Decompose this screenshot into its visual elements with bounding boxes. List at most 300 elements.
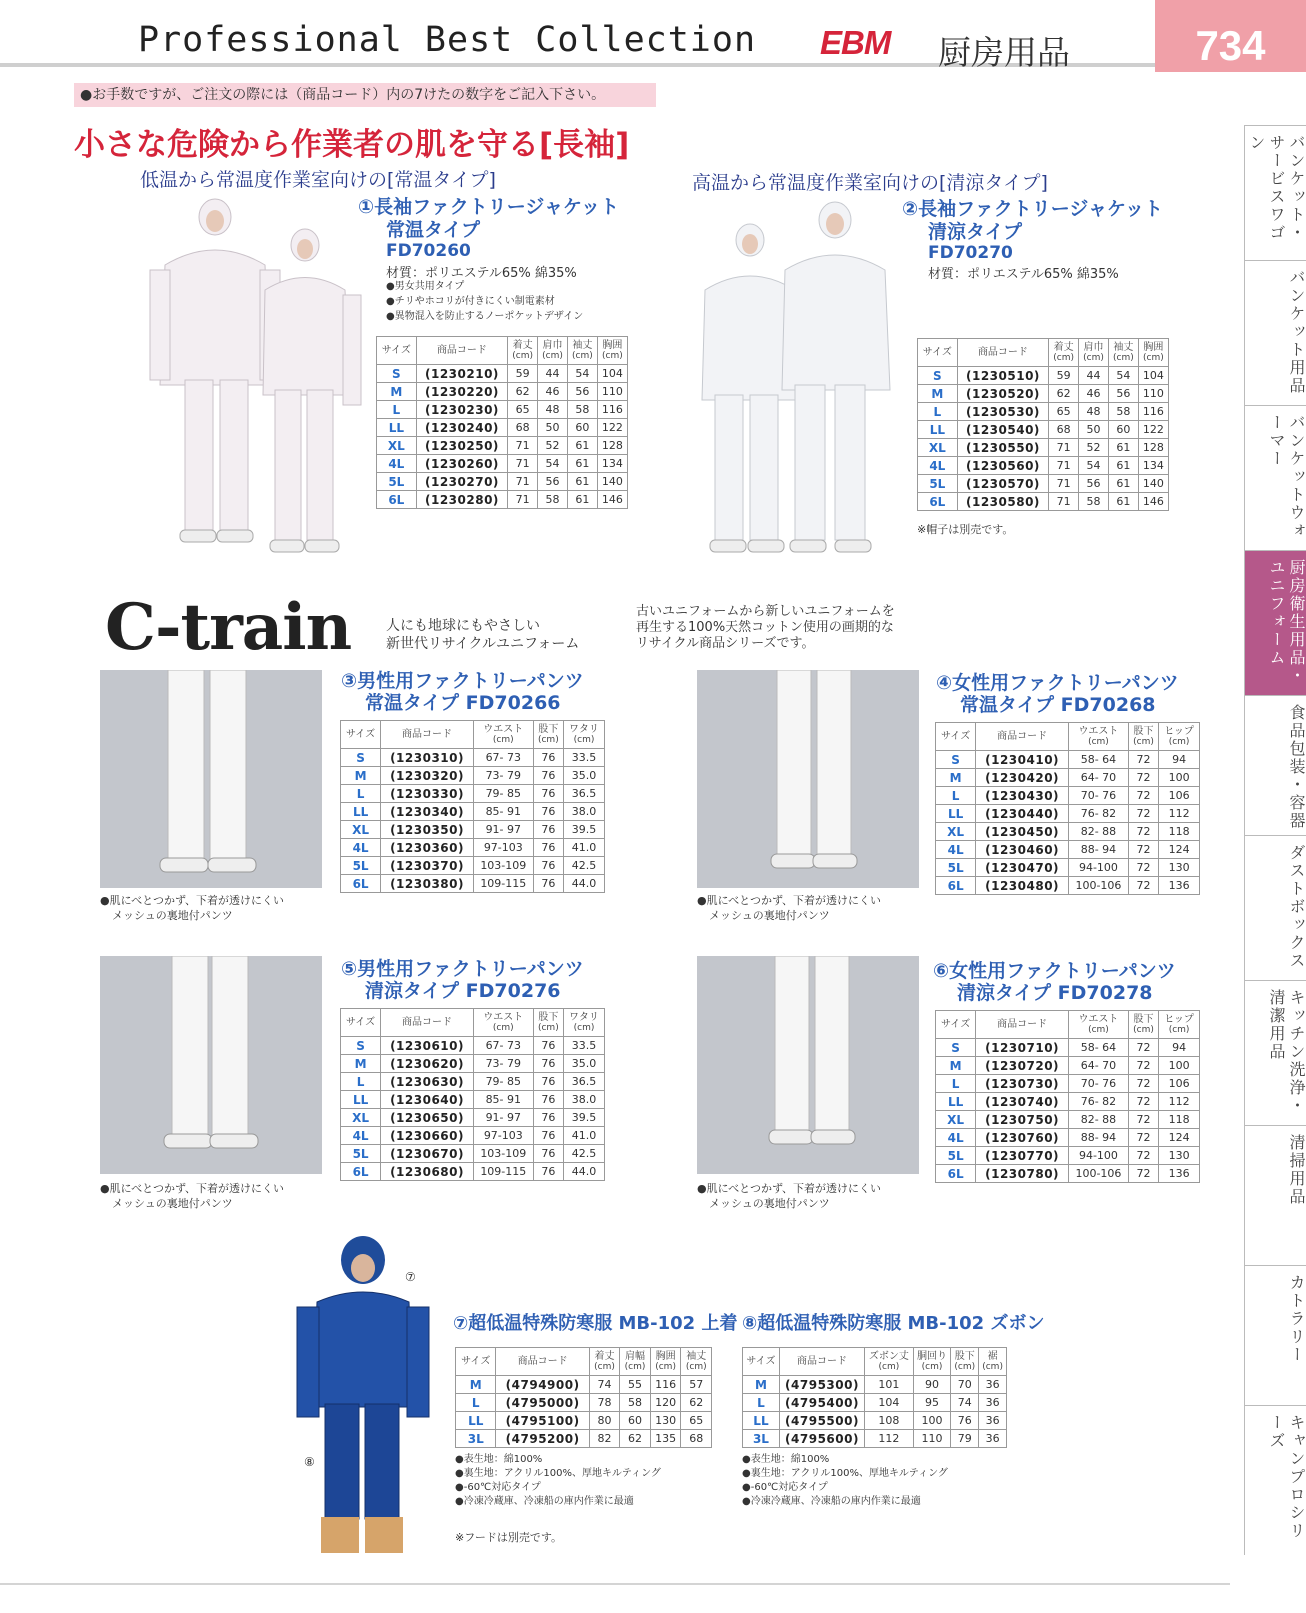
measure-cell: 61 <box>1108 457 1138 475</box>
measure-cell: 72 <box>1128 1111 1158 1129</box>
size-cell: 6L <box>936 877 976 895</box>
measure-cell: 116 <box>1138 403 1168 421</box>
code-cell: (1230640) <box>381 1091 474 1109</box>
measure-cell: 61 <box>1108 475 1138 493</box>
category-tab[interactable]: バンケット用品 <box>1244 260 1306 405</box>
p7-note: ※フードは別売です。 <box>455 1531 563 1544</box>
pants-note-5: ●肌にべとつかず、下着が透けにくい メッシュの裏地付パンツ <box>100 1182 285 1210</box>
measure-cell: 72 <box>1128 1129 1158 1147</box>
measure-cell: 67- 73 <box>473 749 533 767</box>
p2-material: 材質：ポリエステル65% 綿35% <box>928 267 1119 282</box>
size-cell: XL <box>377 437 417 455</box>
code-cell: (1230750) <box>976 1111 1069 1129</box>
code-cell: (1230710) <box>976 1039 1069 1057</box>
measure-cell: 36 <box>979 1412 1007 1430</box>
measure-cell: 110 <box>1138 385 1168 403</box>
table-header-cell: 着丈 (cm) <box>508 337 538 365</box>
measure-cell: 44 <box>1079 367 1109 385</box>
page-header-title: Professional Best Collection <box>138 20 757 60</box>
size-cell: LL <box>341 1091 381 1109</box>
measure-cell: 109-115 <box>473 1163 533 1181</box>
table-row <box>341 821 605 839</box>
table-row <box>341 803 605 821</box>
table-row <box>918 439 1169 457</box>
table-row <box>936 1165 1200 1183</box>
table-header-cell: サイズ <box>743 1348 780 1376</box>
fig-label-8: ⑧ <box>304 1455 315 1469</box>
measure-cell: 82- 88 <box>1068 823 1128 841</box>
table-row <box>743 1430 1007 1448</box>
table-header-cell: ワタリ (cm) <box>563 1009 604 1037</box>
measure-cell: 56 <box>538 473 568 491</box>
code-cell: (4795200) <box>496 1430 589 1448</box>
code-cell: (1230360) <box>381 839 474 857</box>
header-category: 厨房用品 <box>938 33 1070 72</box>
size-cell: 5L <box>936 1147 976 1165</box>
measure-cell: 72 <box>1128 841 1158 859</box>
measure-cell: 56 <box>567 383 597 401</box>
category-tab[interactable]: キャンプロシリーズ <box>1244 1405 1306 1555</box>
measure-cell: 90 <box>913 1376 951 1394</box>
measure-cell: 44.0 <box>563 1163 604 1181</box>
measure-cell: 76 <box>533 857 563 875</box>
table-row <box>341 1127 605 1145</box>
measure-cell: 76- 82 <box>1068 805 1128 823</box>
measure-cell: 61 <box>1108 493 1138 511</box>
size-cell: M <box>377 383 417 401</box>
table-header-cell: ズボン丈 (cm) <box>865 1348 914 1376</box>
size-cell: 5L <box>377 473 417 491</box>
size-cell: S <box>936 751 976 769</box>
measure-cell: 46 <box>538 383 568 401</box>
measure-cell: 100 <box>913 1412 951 1430</box>
measure-cell: 71 <box>1049 493 1079 511</box>
table-row <box>936 1093 1200 1111</box>
measure-cell: 58- 64 <box>1068 1039 1128 1057</box>
p4-title: ④女性用ファクトリーパンツ 常温タイプ FD70268 <box>936 672 1179 716</box>
table-row <box>918 367 1169 385</box>
table-header-cell: サイズ <box>918 339 958 367</box>
measure-cell: 72 <box>1128 1093 1158 1111</box>
size-cell: XL <box>918 439 958 457</box>
measure-cell: 74 <box>951 1394 979 1412</box>
measure-cell: 70- 76 <box>1068 1075 1128 1093</box>
measure-cell: 134 <box>597 455 627 473</box>
size-cell: LL <box>743 1412 780 1430</box>
table-row <box>743 1376 1007 1394</box>
table-header-cell: 胸囲 (cm) <box>1138 339 1168 367</box>
table-header-cell: 商品コード <box>416 337 508 365</box>
table-row <box>341 1163 605 1181</box>
category-tab[interactable]: バンケット・サービスワゴン <box>1244 125 1306 260</box>
measure-cell: 76 <box>533 839 563 857</box>
code-cell: (1230310) <box>381 749 474 767</box>
code-cell: (1230760) <box>976 1129 1069 1147</box>
measure-cell: 76- 82 <box>1068 1093 1128 1111</box>
size-cell: LL <box>456 1412 496 1430</box>
measure-cell: 108 <box>865 1412 914 1430</box>
measure-cell: 62 <box>1049 385 1079 403</box>
measure-cell: 140 <box>1138 475 1168 493</box>
measure-cell: 36 <box>979 1430 1007 1448</box>
category-tab[interactable]: カトラリー <box>1244 1265 1306 1405</box>
code-cell: (1230230) <box>416 401 508 419</box>
table-header-cell: 裾 (cm) <box>979 1348 1007 1376</box>
measure-cell: 72 <box>1128 751 1158 769</box>
measure-cell: 76 <box>533 1091 563 1109</box>
measure-cell: 94 <box>1159 1039 1200 1057</box>
measure-cell: 106 <box>1159 787 1200 805</box>
table-header-cell: 商品コード <box>779 1348 864 1376</box>
size-cell: L <box>377 401 417 419</box>
size-cell: L <box>456 1394 496 1412</box>
measure-cell: 71 <box>508 437 538 455</box>
code-cell: (1230550) <box>957 439 1049 457</box>
measure-cell: 72 <box>1128 823 1158 841</box>
code-cell: (1230460) <box>976 841 1069 859</box>
measure-cell: 58- 64 <box>1068 751 1128 769</box>
code-cell: (4794900) <box>496 1376 589 1394</box>
measure-cell: 112 <box>1159 805 1200 823</box>
measure-cell: 36.5 <box>563 785 604 803</box>
p7-bullets: ●表生地：綿100% ●裏生地：アクリル100%、厚地キルティング ●-60℃対応タイプ ●冷凍冷蔵庫、冷凍船の庫内作業に最適 <box>455 1454 661 1507</box>
measure-cell: 130 <box>650 1412 681 1430</box>
code-cell: (4795100) <box>496 1412 589 1430</box>
code-cell: (1230670) <box>381 1145 474 1163</box>
measure-cell: 106 <box>1159 1075 1200 1093</box>
table-header-row <box>743 1348 1007 1376</box>
code-cell: (1230430) <box>976 787 1069 805</box>
table-header-cell: 袖丈 (cm) <box>1108 339 1138 367</box>
size-cell: L <box>936 787 976 805</box>
category-tab[interactable]: キッチン洗浄・清潔用品 <box>1244 980 1306 1125</box>
table-header-cell: 袖丈 (cm) <box>567 337 597 365</box>
measure-cell: 76 <box>533 821 563 839</box>
measure-cell: 39.5 <box>563 821 604 839</box>
category-tab[interactable]: 厨房衛生用品・ユニフォーム <box>1244 550 1306 695</box>
table-header-cell: 着丈 (cm) <box>1049 339 1079 367</box>
table-row <box>456 1394 712 1412</box>
measure-cell: 58 <box>1108 403 1138 421</box>
code-cell: (1230680) <box>381 1163 474 1181</box>
measure-cell: 72 <box>1128 1147 1158 1165</box>
code-cell: (1230770) <box>976 1147 1069 1165</box>
size-cell: 4L <box>341 1127 381 1145</box>
table-header-cell: 商品コード <box>957 339 1049 367</box>
measure-cell: 100-106 <box>1068 1165 1128 1183</box>
table-row <box>936 769 1200 787</box>
p1-bullets: ●男女共用タイプ ●チリやホコリが付きにくい制電素材 ●異物混入を防止するノーポケットデザイン <box>386 281 584 322</box>
size-cell: S <box>341 749 381 767</box>
measure-cell: 103-109 <box>473 857 533 875</box>
table-header-cell: 袖丈 (cm) <box>681 1348 712 1376</box>
size-cell: 5L <box>341 1145 381 1163</box>
measure-cell: 72 <box>1128 769 1158 787</box>
table-row <box>936 823 1200 841</box>
code-cell: (1230580) <box>957 493 1049 511</box>
table-row <box>918 385 1169 403</box>
measure-cell: 134 <box>1138 457 1168 475</box>
table-row <box>377 491 628 509</box>
measure-cell: 100 <box>1159 769 1200 787</box>
table-header-cell: 股下 (cm) <box>533 721 563 749</box>
code-cell: (1230740) <box>976 1093 1069 1111</box>
code-cell: (1230510) <box>957 367 1049 385</box>
measure-cell: 38.0 <box>563 803 604 821</box>
measure-cell: 38.0 <box>563 1091 604 1109</box>
measure-cell: 128 <box>1138 439 1168 457</box>
table-row <box>936 1057 1200 1075</box>
measure-cell: 76 <box>533 1163 563 1181</box>
measure-cell: 54 <box>1108 367 1138 385</box>
measure-cell: 88- 94 <box>1068 1129 1128 1147</box>
size-cell: 4L <box>377 455 417 473</box>
p1-type: 常温タイプ <box>386 219 481 241</box>
size-cell: 3L <box>743 1430 780 1448</box>
measure-cell: 116 <box>597 401 627 419</box>
measure-cell: 79 <box>951 1430 979 1448</box>
p2-code: FD70270 <box>928 243 1013 263</box>
measure-cell: 94 <box>1159 751 1200 769</box>
measure-cell: 68 <box>681 1430 712 1448</box>
measure-cell: 35.0 <box>563 1055 604 1073</box>
table-row <box>377 365 628 383</box>
size-cell: 6L <box>341 875 381 893</box>
measure-cell: 72 <box>1128 1075 1158 1093</box>
code-cell: (4795600) <box>779 1430 864 1448</box>
p4-size-table <box>935 722 1200 895</box>
size-cell: M <box>341 767 381 785</box>
measure-cell: 42.5 <box>563 1145 604 1163</box>
table-header-row <box>936 723 1200 751</box>
code-cell: (1230650) <box>381 1109 474 1127</box>
p8-title: ⑧超低温特殊防寒服 MB-102 ズボン <box>742 1313 1045 1334</box>
jacket-photo-normal <box>145 195 367 570</box>
table-row <box>936 1147 1200 1165</box>
table-row <box>918 403 1169 421</box>
measure-cell: 44 <box>538 365 568 383</box>
p2-size-table <box>917 338 1169 511</box>
code-cell: (1230210) <box>416 365 508 383</box>
pants-photo-5 <box>100 956 322 1174</box>
table-row <box>341 767 605 785</box>
measure-cell: 67- 73 <box>473 1037 533 1055</box>
measure-cell: 104 <box>597 365 627 383</box>
measure-cell: 76 <box>533 1109 563 1127</box>
category-tab[interactable]: ダストボックス <box>1244 835 1306 980</box>
measure-cell: 76 <box>533 1127 563 1145</box>
table-row <box>341 839 605 857</box>
size-cell: L <box>341 785 381 803</box>
measure-cell: 104 <box>1138 367 1168 385</box>
table-row <box>936 859 1200 877</box>
category-tab[interactable]: バンケットウォーマー <box>1244 405 1306 550</box>
size-cell: S <box>341 1037 381 1055</box>
measure-cell: 61 <box>1108 439 1138 457</box>
p1-title: ①長袖ファクトリージャケット <box>358 196 620 218</box>
measure-cell: 36.5 <box>563 1073 604 1091</box>
table-row <box>341 1037 605 1055</box>
size-cell: 3L <box>456 1430 496 1448</box>
table-header-cell: 肩幅 (cm) <box>620 1348 650 1376</box>
pants-photo-6 <box>697 956 919 1174</box>
table-row <box>341 1055 605 1073</box>
size-cell: 5L <box>341 857 381 875</box>
size-cell: 4L <box>341 839 381 857</box>
measure-cell: 76 <box>533 785 563 803</box>
table-header-cell: サイズ <box>456 1348 496 1376</box>
measure-cell: 59 <box>1049 367 1079 385</box>
table-row <box>341 1091 605 1109</box>
table-header-cell: 商品コード <box>976 1011 1069 1039</box>
table-header-cell: 胸囲 (cm) <box>650 1348 681 1376</box>
footer-divider <box>0 1583 1230 1585</box>
measure-cell: 64- 70 <box>1068 1057 1128 1075</box>
jacket-figure-normal <box>145 195 367 570</box>
table-header-cell: サイズ <box>341 1009 381 1037</box>
measure-cell: 70 <box>951 1376 979 1394</box>
measure-cell: 72 <box>1128 877 1158 895</box>
table-row <box>936 751 1200 769</box>
p6-title: ⑥女性用ファクトリーパンツ 清涼タイプ FD70278 <box>933 960 1176 1004</box>
code-cell: (1230380) <box>381 875 474 893</box>
code-cell: (1230610) <box>381 1037 474 1055</box>
table-header-cell: ウエスト (cm) <box>1068 723 1128 751</box>
table-header-row <box>918 339 1169 367</box>
code-cell: (1230540) <box>957 421 1049 439</box>
measure-cell: 97-103 <box>473 1127 533 1145</box>
measure-cell: 79- 85 <box>473 785 533 803</box>
table-header-cell: 肩巾 (cm) <box>538 337 568 365</box>
measure-cell: 71 <box>508 491 538 509</box>
size-cell: LL <box>936 805 976 823</box>
measure-cell: 36 <box>979 1376 1007 1394</box>
size-cell: L <box>918 403 958 421</box>
measure-cell: 79- 85 <box>473 1073 533 1091</box>
table-row <box>377 455 628 473</box>
table-row <box>743 1412 1007 1430</box>
measure-cell: 71 <box>1049 475 1079 493</box>
p2-title: ②長袖ファクトリージャケット <box>902 198 1164 220</box>
table-row <box>377 383 628 401</box>
category-tab[interactable]: 食品包装・容器 <box>1244 695 1306 835</box>
size-cell: S <box>377 365 417 383</box>
brand-logo: EBM <box>820 24 891 61</box>
measure-cell: 109-115 <box>473 875 533 893</box>
size-cell: LL <box>341 803 381 821</box>
measure-cell: 136 <box>1159 877 1200 895</box>
measure-cell: 140 <box>597 473 627 491</box>
table-row <box>341 1109 605 1127</box>
measure-cell: 94-100 <box>1068 859 1128 877</box>
code-cell: (4795500) <box>779 1412 864 1430</box>
table-row <box>456 1412 712 1430</box>
table-header-cell: 着丈 (cm) <box>589 1348 619 1376</box>
measure-cell: 76 <box>533 1145 563 1163</box>
measure-cell: 72 <box>1128 805 1158 823</box>
size-cell: LL <box>377 419 417 437</box>
measure-cell: 116 <box>650 1376 681 1394</box>
size-cell: M <box>341 1055 381 1073</box>
size-cell: M <box>936 769 976 787</box>
measure-cell: 44.0 <box>563 875 604 893</box>
code-cell: (1230350) <box>381 821 474 839</box>
size-cell: M <box>936 1057 976 1075</box>
measure-cell: 124 <box>1159 841 1200 859</box>
measure-cell: 71 <box>1049 439 1079 457</box>
measure-cell: 48 <box>538 401 568 419</box>
p8-size-table <box>742 1347 1007 1448</box>
table-row <box>456 1376 712 1394</box>
table-row <box>918 421 1169 439</box>
measure-cell: 41.0 <box>563 1127 604 1145</box>
table-header-cell: 股下 (cm) <box>533 1009 563 1037</box>
size-cell: 5L <box>918 475 958 493</box>
size-cell: 4L <box>936 841 976 859</box>
measure-cell: 54 <box>1079 457 1109 475</box>
p1-code: FD70260 <box>386 241 471 261</box>
ctrain-tagline: 人にも地球にもやさしい 新世代リサイクルユニフォーム <box>386 618 580 652</box>
measure-cell: 76 <box>951 1412 979 1430</box>
pants-photo-3 <box>100 670 322 888</box>
code-cell: (1230470) <box>976 859 1069 877</box>
measure-cell: 36 <box>979 1394 1007 1412</box>
measure-cell: 118 <box>1159 1111 1200 1129</box>
measure-cell: 58 <box>1079 493 1109 511</box>
measure-cell: 68 <box>508 419 538 437</box>
measure-cell: 76 <box>533 1073 563 1091</box>
table-row <box>743 1394 1007 1412</box>
measure-cell: 91- 97 <box>473 821 533 839</box>
size-cell: XL <box>341 821 381 839</box>
code-cell: (1230370) <box>381 857 474 875</box>
code-cell: (1230560) <box>957 457 1049 475</box>
table-row <box>341 749 605 767</box>
size-cell: S <box>936 1039 976 1057</box>
measure-cell: 85- 91 <box>473 1091 533 1109</box>
measure-cell: 78 <box>589 1394 619 1412</box>
measure-cell: 62 <box>681 1394 712 1412</box>
table-header-cell: ウエスト (cm) <box>473 1009 533 1037</box>
measure-cell: 60 <box>620 1412 650 1430</box>
table-header-cell: 股下 (cm) <box>951 1348 979 1376</box>
table-header-row <box>936 1011 1200 1039</box>
measure-cell: 62 <box>508 383 538 401</box>
measure-cell: 76 <box>533 803 563 821</box>
measure-cell: 124 <box>1159 1129 1200 1147</box>
measure-cell: 110 <box>597 383 627 401</box>
measure-cell: 120 <box>650 1394 681 1412</box>
category-tab[interactable]: 清掃用品 <box>1244 1125 1306 1265</box>
size-cell: L <box>743 1394 780 1412</box>
size-cell: L <box>936 1075 976 1093</box>
measure-cell: 52 <box>538 437 568 455</box>
measure-cell: 71 <box>508 473 538 491</box>
table-row <box>918 493 1169 511</box>
table-row <box>936 841 1200 859</box>
jacket-photo-cool <box>690 200 900 572</box>
measure-cell: 58 <box>567 401 597 419</box>
code-cell: (1230780) <box>976 1165 1069 1183</box>
measure-cell: 110 <box>913 1430 951 1448</box>
size-cell: XL <box>341 1109 381 1127</box>
measure-cell: 76 <box>533 875 563 893</box>
table-row <box>456 1430 712 1448</box>
measure-cell: 146 <box>597 491 627 509</box>
measure-cell: 42.5 <box>563 857 604 875</box>
size-cell: 6L <box>918 493 958 511</box>
size-cell: 6L <box>936 1165 976 1183</box>
